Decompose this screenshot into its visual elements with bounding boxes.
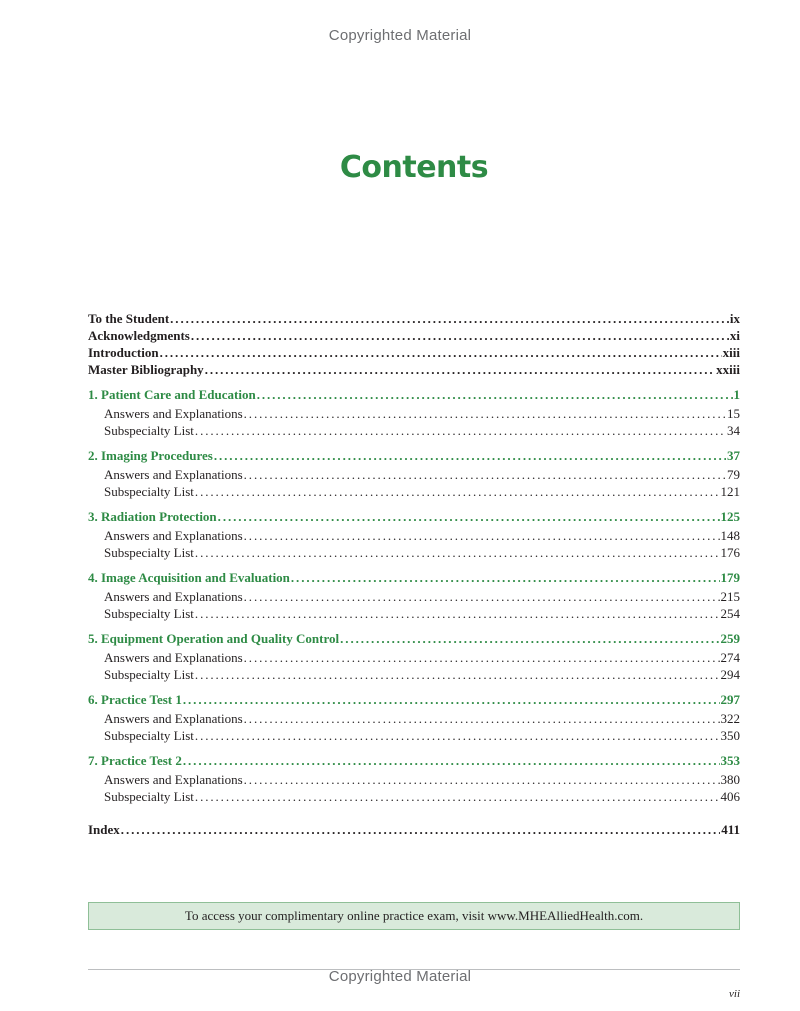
- toc-chapter-7[interactable]: [88, 752, 740, 769]
- dot-leader: [195, 727, 720, 744]
- toc-entry-index[interactable]: [88, 821, 740, 838]
- toc-subentry-answers[interactable]: [88, 466, 740, 483]
- page-title: Contents: [339, 150, 489, 185]
- dot-leader: [205, 361, 715, 378]
- dot-leader: [244, 466, 726, 483]
- subentry-label: Subspecialty List: [104, 423, 194, 438]
- toc-entry-page: ix: [729, 311, 740, 326]
- toc-subentry-answers[interactable]: [88, 710, 740, 727]
- dot-leader: [160, 344, 722, 361]
- chapter-label: 4. Image Acquisition and Evaluation: [88, 570, 290, 585]
- page-number: vii: [729, 988, 740, 1000]
- dot-leader: [195, 788, 720, 805]
- subentry-label: Answers and Explanations: [104, 528, 243, 543]
- toc-chapter-2[interactable]: [88, 447, 740, 464]
- dot-leader: [244, 527, 720, 544]
- chapter-page: 125: [720, 509, 740, 524]
- copyright-watermark-bottom: Copyrighted Material: [328, 968, 472, 985]
- toc-entry-label: Index: [88, 822, 120, 837]
- subentry-label: Answers and Explanations: [104, 589, 243, 604]
- subentry-label: Subspecialty List: [104, 545, 194, 560]
- toc-subentry-answers[interactable]: [88, 527, 740, 544]
- toc-entry-master-bibliography[interactable]: [88, 361, 740, 378]
- dot-leader: [195, 666, 720, 683]
- chapter-label: 5. Equipment Operation and Quality Control: [88, 631, 340, 646]
- online-exam-notice: To access your complimentary online practice exam, visit www.MHEAlliedHealth.com.: [88, 902, 740, 930]
- toc-chapter-3[interactable]: [88, 508, 740, 525]
- dot-leader: [183, 752, 720, 769]
- dot-leader: [244, 649, 720, 666]
- subentry-label: Answers and Explanations: [104, 406, 243, 421]
- subentry-label: Subspecialty List: [104, 667, 194, 682]
- subentry-label: Subspecialty List: [104, 484, 194, 499]
- chapter-page: 259: [720, 631, 740, 646]
- toc-entry-page: xi: [729, 328, 740, 343]
- subentry-label: Answers and Explanations: [104, 650, 243, 665]
- dot-leader: [244, 405, 726, 422]
- dot-leader: [244, 771, 720, 788]
- chapter-label: 3. Radiation Protection: [88, 509, 217, 524]
- toc-entry-page: xiii: [722, 345, 740, 360]
- dot-leader: [195, 483, 720, 500]
- subentry-page: 79: [727, 467, 740, 482]
- toc-chapter-6[interactable]: [88, 691, 740, 708]
- toc-subentry-answers[interactable]: [88, 649, 740, 666]
- subentry-page: 121: [720, 484, 740, 499]
- toc-subentry-subspecialty[interactable]: [88, 422, 740, 439]
- subentry-page: 254: [720, 606, 740, 621]
- dot-leader: [218, 508, 720, 525]
- toc-entry-page: 411: [721, 822, 740, 837]
- toc-entry-to-the-student[interactable]: [88, 310, 740, 327]
- subentry-page: 380: [720, 772, 740, 787]
- toc-entry-introduction[interactable]: [88, 344, 740, 361]
- table-of-contents: [88, 310, 740, 838]
- chapter-page: 353: [720, 753, 740, 768]
- toc-chapter-1[interactable]: [88, 386, 740, 403]
- subentry-page: 176: [720, 545, 740, 560]
- subentry-page: 294: [720, 667, 740, 682]
- dot-leader: [291, 569, 720, 586]
- dot-leader: [195, 422, 726, 439]
- subentry-page: 15: [727, 406, 740, 421]
- toc-subentry-answers[interactable]: [88, 405, 740, 422]
- dot-leader: [244, 710, 720, 727]
- subentry-label: Answers and Explanations: [104, 467, 243, 482]
- subentry-label: Answers and Explanations: [104, 772, 243, 787]
- dot-leader: [183, 691, 720, 708]
- toc-subentry-subspecialty[interactable]: [88, 727, 740, 744]
- dot-leader: [244, 588, 720, 605]
- chapter-page: 37: [727, 448, 740, 463]
- dot-leader: [121, 821, 720, 838]
- dot-leader: [170, 310, 729, 327]
- subentry-page: 322: [720, 711, 740, 726]
- subentry-page: 350: [720, 728, 740, 743]
- subentry-page: 34: [727, 423, 740, 438]
- toc-subentry-answers[interactable]: [88, 771, 740, 788]
- chapter-label: 2. Imaging Procedures: [88, 448, 213, 463]
- toc-entry-label: Introduction: [88, 345, 159, 360]
- subentry-label: Subspecialty List: [104, 789, 194, 804]
- toc-chapter-5[interactable]: [88, 630, 740, 647]
- dot-leader: [191, 327, 729, 344]
- chapter-label: 1. Patient Care and Education: [88, 387, 256, 402]
- subentry-label: Answers and Explanations: [104, 711, 243, 726]
- toc-subentry-answers[interactable]: [88, 588, 740, 605]
- copyright-watermark-top: Copyrighted Material: [328, 27, 472, 44]
- dot-leader: [195, 605, 720, 622]
- dot-leader: [340, 630, 719, 647]
- subentry-page: 406: [720, 789, 740, 804]
- chapter-label: 6. Practice Test 1: [88, 692, 182, 707]
- chapter-page: 297: [720, 692, 740, 707]
- subentry-page: 274: [720, 650, 740, 665]
- toc-entry-label: Acknowledgments: [88, 328, 190, 343]
- subentry-label: Subspecialty List: [104, 728, 194, 743]
- chapter-page: 179: [720, 570, 740, 585]
- toc-subentry-subspecialty[interactable]: [88, 483, 740, 500]
- toc-entry-page: xxiii: [716, 362, 740, 377]
- subentry-page: 215: [720, 589, 740, 604]
- dot-leader: [257, 386, 733, 403]
- toc-entry-label: Master Bibliography: [88, 362, 204, 377]
- toc-subentry-subspecialty[interactable]: [88, 605, 740, 622]
- toc-subentry-subspecialty[interactable]: [88, 666, 740, 683]
- toc-subentry-subspecialty[interactable]: [88, 544, 740, 561]
- toc-entry-acknowledgments[interactable]: [88, 327, 740, 344]
- toc-chapter-4[interactable]: [88, 569, 740, 586]
- chapter-label: 7. Practice Test 2: [88, 753, 182, 768]
- toc-subentry-subspecialty[interactable]: [88, 788, 740, 805]
- dot-leader: [214, 447, 726, 464]
- chapter-page: 1: [733, 387, 740, 402]
- toc-entry-label: To the Student: [88, 311, 170, 326]
- dot-leader: [195, 544, 720, 561]
- subentry-label: Subspecialty List: [104, 606, 194, 621]
- subentry-page: 148: [720, 528, 740, 543]
